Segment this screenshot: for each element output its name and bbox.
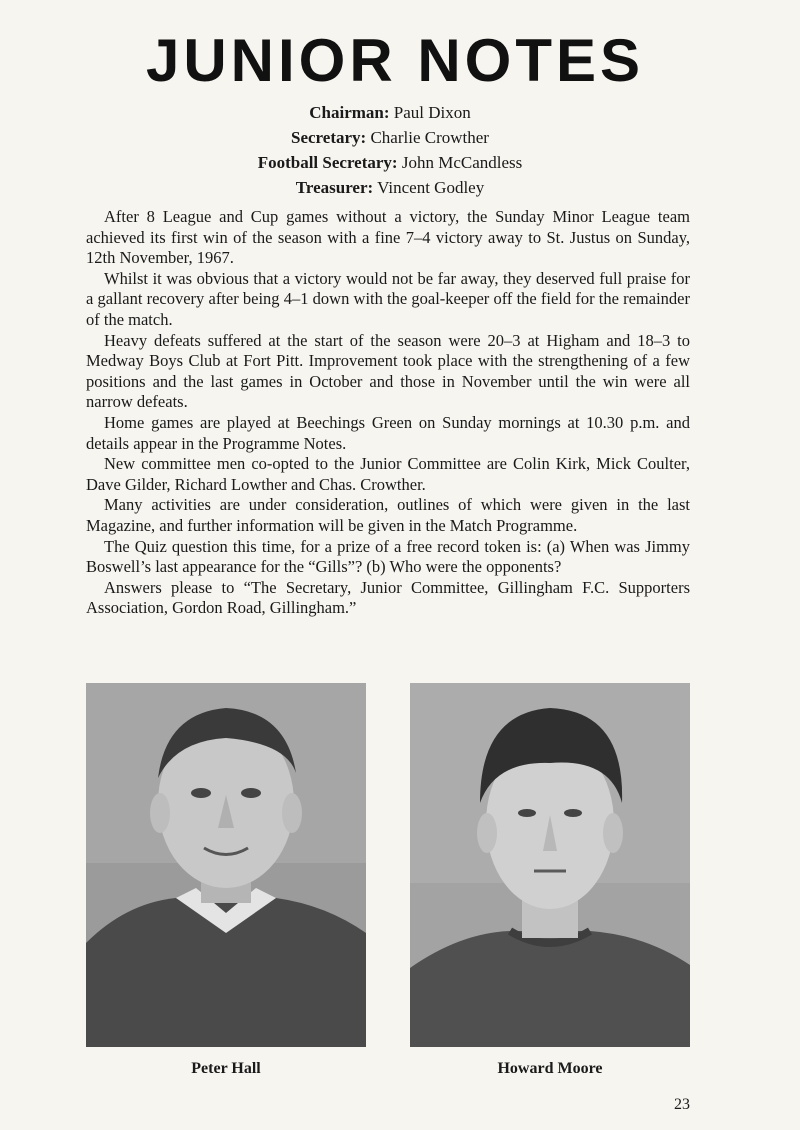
paragraph: Home games are played at Beechings Green on Sunday mornings at 10.30 p.m. and details appear in the Programme Notes. xyxy=(86,412,690,453)
official-role: Football Secretary: xyxy=(257,153,398,172)
photo-caption: Peter Hall xyxy=(191,1060,261,1077)
paragraph: Many activities are under consideration, outlines of which were given in the last Magazine, and further information will be given in the Match Programme. xyxy=(86,495,690,535)
official-name: Paul Dixon xyxy=(393,103,471,122)
portrait-image xyxy=(410,683,690,1047)
player-photo-howard-moore xyxy=(410,683,690,1047)
official-football-secretary xyxy=(0,150,780,175)
article-body xyxy=(86,207,690,619)
paragraph: The Quiz question this time, for a prize of a free record token is: (a) When was Jimmy Boswell’s last appearance for the “Gills”? (b) Who were the opponents? xyxy=(86,536,690,577)
official-name: Vincent Godley xyxy=(377,178,485,197)
official-role: Secretary: xyxy=(291,128,367,147)
officials-list xyxy=(0,100,780,200)
photo-caption: Howard Moore xyxy=(497,1060,603,1077)
paragraph: Heavy defeats suffered at the start of the season were 20–3 at Higham and 18–3 to Medway Boys Club at Fort Pitt. Improvement took place with the strengthening of a few positions and the last games in October and those in November until the win were all narrow defeats. xyxy=(86,330,690,412)
paragraph: Answers please to “The Secretary, Junior Committee, Gillingham F.C. Supporters Association, Gordon Road, Gillingham.” xyxy=(86,577,690,618)
official-name: Charlie Crowther xyxy=(370,128,489,147)
official-secretary xyxy=(0,125,780,150)
page-title: JUNIOR NOTES xyxy=(145,27,645,94)
paragraph: After 8 League and Cup games without a victory, the Sunday Minor League team achieved its first win of the season with a fine 7–4 victory away to St. Justus on Sunday, 12th November, 1967. xyxy=(86,207,690,268)
official-chairman xyxy=(0,100,780,125)
paragraph: Whilst it was obvious that a victory would not be far away, they deserved full praise for a gallant recovery after being 4–1 down with the goal-keeper off the field for the remainder of the match. xyxy=(86,268,690,329)
official-role: Chairman: xyxy=(309,103,390,122)
player-photo-peter-hall xyxy=(86,683,366,1047)
official-treasurer xyxy=(0,175,780,200)
official-role: Treasurer: xyxy=(295,178,374,197)
portrait-image xyxy=(86,683,366,1047)
paragraph: New committee men co-opted to the Junior Committee are Colin Kirk, Mick Coulter, Dave Gilder, Richard Lowther and Chas. Crowther. xyxy=(86,454,690,494)
official-name: John McCandless xyxy=(401,153,523,172)
page-number: 23 xyxy=(674,1096,690,1113)
